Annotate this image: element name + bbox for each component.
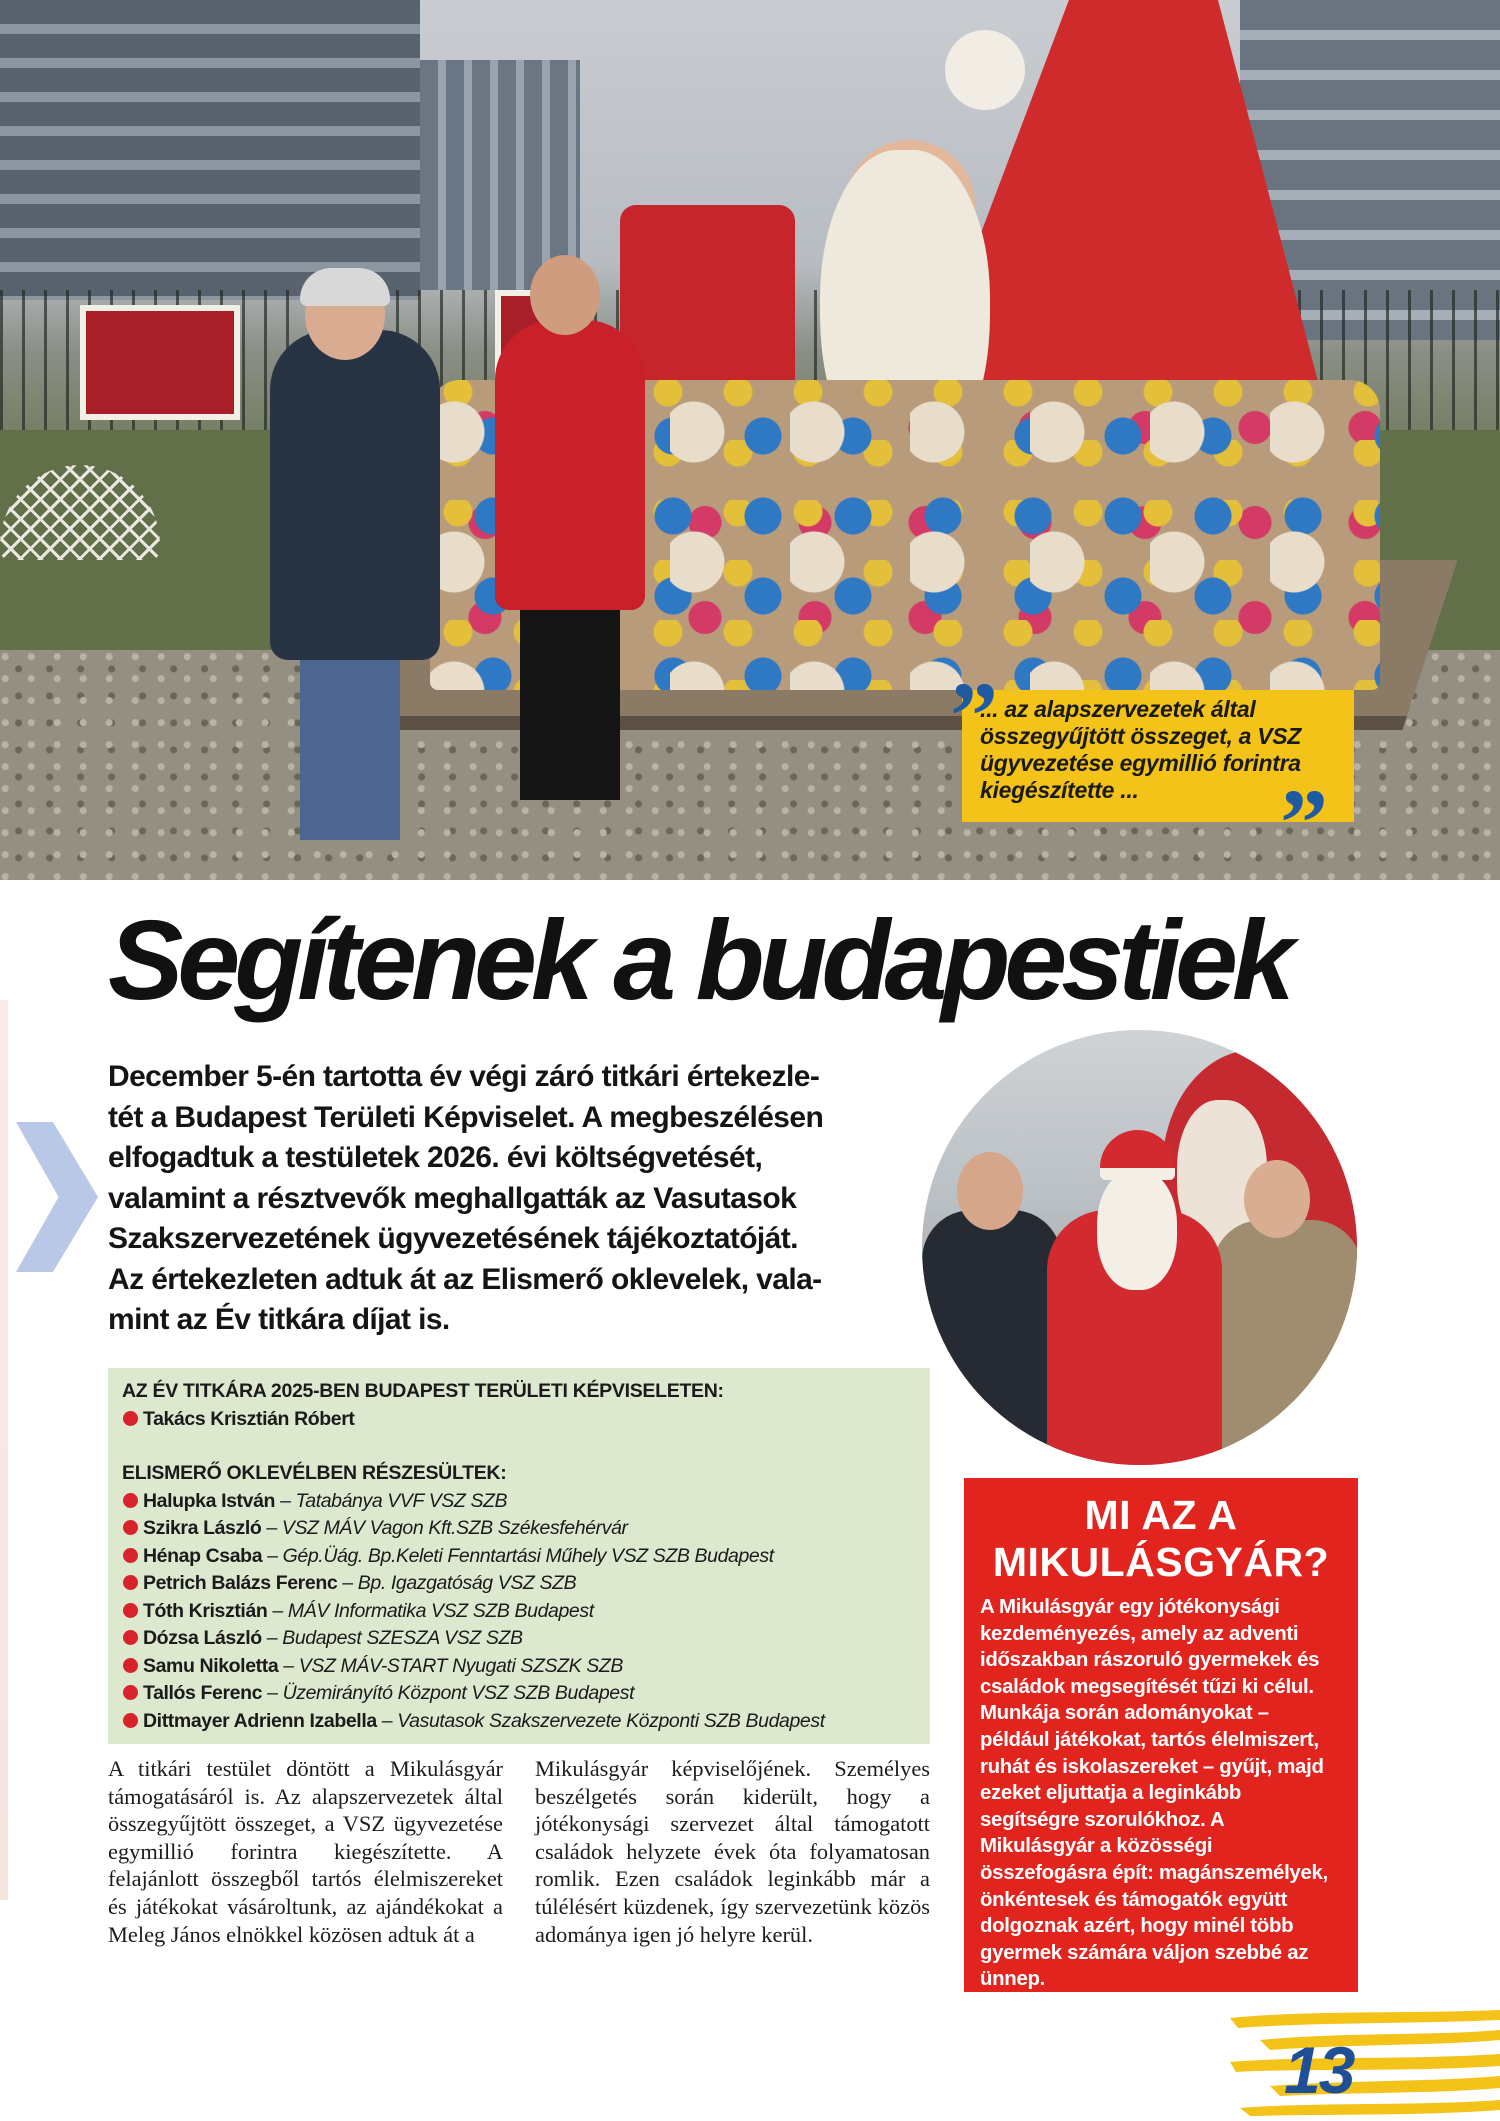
lead-line: tét a Budapest Területi Képviselet. A megbeszélésen [108, 1100, 824, 1134]
page-number: 13 [1284, 2033, 1354, 2107]
sidebar-text: A Mikulásgyár egy jótékonysági kezdeményezés, amely az adventi időszakban rászoruló gyermekek és családok megsegítését tűzi ki célul. Munkája során adományokat – például játékokat, tartós élelmiszert, ruhát és iskolaszereket – gyűjt, majd ezeket eljuttatja a leginkább segítségre szorulókhoz. A Mikulásgyár a közösségi összefogásra épít: magánszemélyek, önkéntesek és támogatók együtt dolgoznak azért, hogy minél több gyermek számára váljon szebbé az ünnep. [980, 1596, 1328, 1991]
recipient-organization: Tatabánya VVF VSZ SZB [295, 1489, 508, 1512]
recipient-organization: Gép.Üág. Bp.Keleti Fenntartási Műhely VSZ SZB Budapest [282, 1544, 774, 1567]
recipient-organization: Bp. Igazgatóság VSZ SZB [357, 1572, 577, 1594]
bullet-icon [123, 1520, 138, 1535]
sidebar-title [980, 1492, 1342, 1586]
awards-box [108, 1368, 930, 1744]
bullet-icon [123, 1493, 138, 1508]
lead-line: Az értekezleten adtuk át az Elismerő oklevelek, vala- [108, 1262, 822, 1296]
page-number-swoosh [1230, 2010, 1500, 2121]
recipient-name: Szikra László [143, 1517, 262, 1539]
list-item [122, 1680, 916, 1708]
certificates-title: ELISMERŐ OKLEVÉLBEN RÉSZESÜLTEK: [122, 1462, 507, 1484]
bullet-icon [123, 1685, 138, 1700]
quote-open-icon: ” [950, 662, 998, 769]
recipient-name: Hénap Csaba [143, 1544, 263, 1567]
name-separator: – [262, 1682, 283, 1704]
list-item [122, 1625, 916, 1653]
santa-hat [1100, 1130, 1175, 1180]
chevron-right-icon [16, 1122, 98, 1272]
man-left-head [957, 1152, 1023, 1230]
year-secretary-title: AZ ÉV TITKÁRA 2025-BEN BUDAPEST TERÜLETI KÉPVISELETEN: [122, 1380, 724, 1402]
list-item [122, 1570, 916, 1598]
sidebar-title-line: MIKULÁSGYÁR? [992, 1539, 1330, 1585]
recipient-organization: VSZ MÁV Vagon Kft.SZB Székesfehérvár [281, 1517, 628, 1539]
list-item [122, 1598, 916, 1626]
bullet-icon [123, 1548, 138, 1563]
bullet-icon [123, 1575, 138, 1590]
hero-photo [0, 0, 1500, 880]
bullet-icon [123, 1603, 138, 1618]
list-item [122, 1653, 916, 1681]
santa-hat-pompom [945, 30, 1025, 110]
group-photo-circle [922, 1030, 1357, 1465]
page-edge-decoration [0, 1000, 8, 1900]
name-separator: – [376, 1709, 398, 1732]
recipient-organization: VSZ MÁV-START Nyugati SZSZK SZB [298, 1654, 623, 1677]
recipient-list [122, 1488, 916, 1736]
office-building [0, 0, 420, 300]
recipient-name: Dózsa László [143, 1627, 262, 1649]
lead-line: valamint a résztvevők meghallgatták az Vasutasok [108, 1181, 797, 1215]
name-separator: – [262, 1544, 283, 1567]
lead-line: Szakszervezetének ügyvezetésének tájékoztatóját. [108, 1222, 798, 1255]
name-separator: – [261, 1627, 283, 1649]
body-column-2: Mikulásgyár képviselőjének. Személyes beszélgetés során kiderült, hogy a jótékonysági szervezet által támogatott családok helyzete évek óta folyamatosan romlik. Ezen családok leginkább már a túlélésért küzdenek, így szervezetünk közös adománya igen jó helyre kerül. [535, 1756, 930, 1947]
man-right-head [1244, 1160, 1310, 1238]
name-separator: – [278, 1654, 299, 1677]
pull-quote-text: ... az alapszervezetek által összegyűjtött összeget, a VSZ ügyvezetése egymillió forintra kiegészítette ... [980, 696, 1302, 803]
recipient-name: Tóth Krisztián [143, 1599, 268, 1622]
recipient-organization: MÁV Informatika VSZ SZB Budapest [287, 1599, 594, 1622]
list-item [122, 1488, 916, 1516]
recipient-name: Petrich Balázs Ferenc [143, 1572, 338, 1594]
lead-line: elfogadtuk a testületek 2026. évi költségvetését, [108, 1141, 763, 1174]
lead-line: mint az Év titkára díjat is. [108, 1303, 450, 1336]
bullet-icon [123, 1713, 138, 1728]
recipient-name: Samu Nikoletta [143, 1654, 279, 1677]
lead-line: December 5-én tartotta év végi záró titkári értekezle- [108, 1060, 820, 1093]
quote-close-icon: ” [1280, 769, 1328, 876]
red-mailbox [620, 205, 795, 405]
article-headline: Segítenek a budapestiek [108, 897, 1289, 1023]
recipient-organization: Vasutasok Szakszervezete Központi SZB Budapest [397, 1709, 825, 1732]
article-lead [108, 1057, 908, 1341]
bullet-icon [123, 1411, 138, 1426]
body-column-1: A titkári testület döntött a Mikulásgyár támogatásáról is. Az alapszervezetek által összegyűjtött összeget, a VSZ ügyvezetése egymillió forintra kiegészítette. A felajánlott összegből tartós élelmiszereket és játékokat vásároltunk, az ajándékokat a Meleg János elnökkel közösen adtuk át a [108, 1756, 503, 1947]
mikulasgyar-sidebar [964, 1478, 1358, 1992]
man-left [922, 1210, 1062, 1465]
name-separator: – [275, 1489, 296, 1512]
name-separator: – [261, 1517, 282, 1539]
name-separator: – [337, 1572, 358, 1594]
recipient-name: Halupka István [143, 1489, 276, 1512]
recipient-name: Dittmayer Adrienn Izabella [143, 1709, 377, 1732]
man-right [1212, 1220, 1357, 1465]
list-item [122, 1543, 916, 1571]
recipient-organization: Budapest SZESZA VSZ SZB [282, 1627, 523, 1649]
list-item [122, 1515, 916, 1543]
list-item [122, 1708, 916, 1736]
winner-name: Takács Krisztián Róbert [143, 1407, 355, 1430]
banner [80, 305, 240, 420]
bullet-icon [123, 1658, 138, 1673]
santa-beard [1097, 1170, 1177, 1290]
list-item [122, 1406, 916, 1434]
recipient-organization: Üzemirányító Központ VSZ SZB Budapest [282, 1682, 635, 1704]
bullet-icon [123, 1630, 138, 1645]
name-separator: – [267, 1599, 288, 1622]
sidebar-title-line: MI AZ A [1084, 1492, 1238, 1538]
recipient-name: Tallós Ferenc [143, 1682, 263, 1704]
